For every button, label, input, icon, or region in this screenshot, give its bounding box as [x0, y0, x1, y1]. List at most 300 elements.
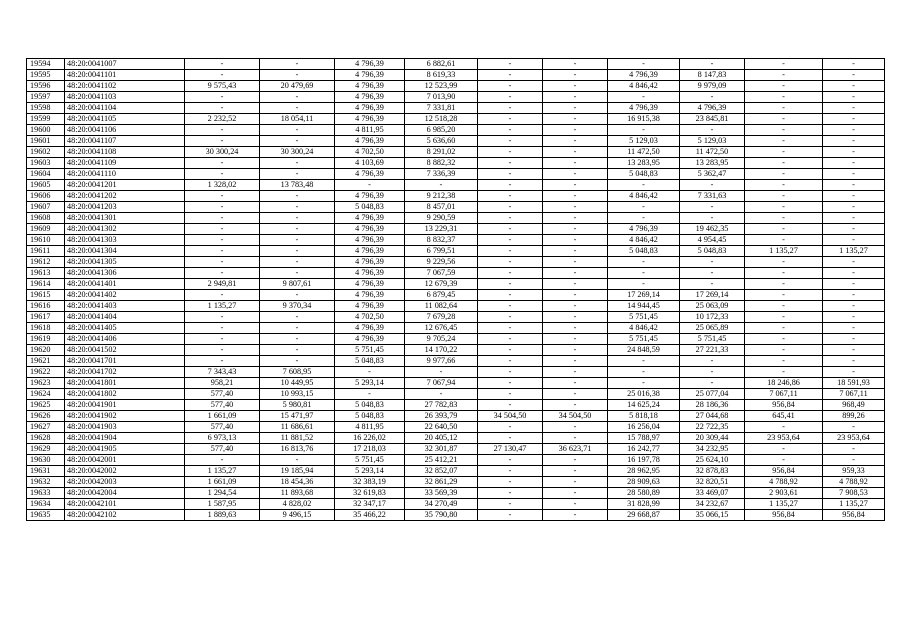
value-cell: -	[185, 202, 260, 213]
row-number-cell: 19625	[27, 400, 65, 411]
value-cell: -	[478, 367, 543, 378]
cadastral-number-cell: 48:20:0041201	[65, 180, 185, 191]
value-cell: -	[823, 180, 885, 191]
value-cell: 4 846,42	[608, 81, 680, 92]
value-cell: -	[478, 136, 543, 147]
value-cell: -	[185, 136, 260, 147]
value-cell: 5 048,83	[608, 169, 680, 180]
value-cell: -	[260, 136, 335, 147]
value-cell: -	[745, 191, 823, 202]
value-cell: 577,40	[185, 400, 260, 411]
value-cell: 7 608,95	[260, 367, 335, 378]
cadastral-number-cell: 48:20:0041101	[65, 70, 185, 81]
value-cell: 34 270,49	[405, 499, 478, 510]
value-cell: 16 915,38	[608, 114, 680, 125]
value-cell: -	[185, 125, 260, 136]
value-cell: -	[823, 312, 885, 323]
value-cell: 27 782,83	[405, 400, 478, 411]
value-cell: 4 702,50	[335, 147, 405, 158]
value-cell: -	[478, 224, 543, 235]
row-number-cell: 19622	[27, 367, 65, 378]
value-cell: -	[543, 345, 608, 356]
value-cell: -	[478, 180, 543, 191]
value-cell: -	[680, 257, 745, 268]
value-cell: 23 845,81	[680, 114, 745, 125]
value-cell: 11 082,64	[405, 301, 478, 312]
value-cell: 4 788,92	[823, 477, 885, 488]
value-cell: -	[260, 158, 335, 169]
value-cell: 4 796,39	[335, 268, 405, 279]
value-cell: -	[543, 510, 608, 521]
row-number-cell: 19618	[27, 323, 65, 334]
value-cell: 4 796,39	[335, 334, 405, 345]
value-cell: 9 977,66	[405, 356, 478, 367]
value-cell: 4 796,39	[335, 301, 405, 312]
value-cell: 36 623,71	[543, 444, 608, 455]
value-cell: -	[608, 378, 680, 389]
value-cell: -	[608, 213, 680, 224]
value-cell: -	[543, 290, 608, 301]
value-cell: 7 013,90	[405, 92, 478, 103]
value-cell: 577,40	[185, 389, 260, 400]
value-cell: -	[185, 257, 260, 268]
value-cell: -	[745, 202, 823, 213]
value-cell: 5 751,45	[608, 334, 680, 345]
value-cell: -	[823, 367, 885, 378]
value-cell: -	[745, 70, 823, 81]
value-cell: 956,84	[745, 466, 823, 477]
data-table	[26, 58, 885, 521]
table-row	[27, 466, 885, 477]
value-cell: -	[543, 224, 608, 235]
table-row	[27, 400, 885, 411]
value-cell: -	[745, 158, 823, 169]
value-cell: 19 462,35	[680, 224, 745, 235]
cadastral-number-cell: 48:20:0042003	[65, 477, 185, 488]
value-cell: 5 362,47	[680, 169, 745, 180]
value-cell: 34 504,50	[478, 411, 543, 422]
value-cell: -	[478, 433, 543, 444]
value-cell: 7 336,39	[405, 169, 478, 180]
value-cell: 4 796,39	[335, 59, 405, 70]
value-cell: -	[260, 169, 335, 180]
value-cell: -	[478, 378, 543, 389]
value-cell: -	[745, 334, 823, 345]
value-cell: 4 796,39	[335, 81, 405, 92]
value-cell: -	[745, 114, 823, 125]
value-cell: -	[680, 92, 745, 103]
value-cell: 20 479,69	[260, 81, 335, 92]
value-cell: -	[478, 510, 543, 521]
value-cell: 9 290,59	[405, 213, 478, 224]
value-cell: -	[335, 180, 405, 191]
value-cell: 6 882,61	[405, 59, 478, 70]
value-cell: -	[543, 389, 608, 400]
value-cell: 13 229,31	[405, 224, 478, 235]
table-row	[27, 290, 885, 301]
row-number-cell: 19600	[27, 125, 65, 136]
value-cell: -	[823, 444, 885, 455]
value-cell: -	[260, 103, 335, 114]
value-cell: -	[543, 158, 608, 169]
table-row	[27, 235, 885, 246]
value-cell: 4 846,42	[608, 191, 680, 202]
value-cell: -	[823, 213, 885, 224]
value-cell: 4 796,39	[608, 70, 680, 81]
value-cell: 2 232,52	[185, 114, 260, 125]
value-cell: -	[478, 169, 543, 180]
value-cell: -	[185, 345, 260, 356]
value-cell: 32 301,87	[405, 444, 478, 455]
value-cell: -	[608, 202, 680, 213]
value-cell: 25 077,04	[680, 389, 745, 400]
value-cell: -	[260, 312, 335, 323]
row-number-cell: 19621	[27, 356, 65, 367]
row-number-cell: 19615	[27, 290, 65, 301]
value-cell: 8 832,37	[405, 235, 478, 246]
value-cell: 6 879,45	[405, 290, 478, 301]
value-cell: -	[823, 169, 885, 180]
value-cell: 25 624,10	[680, 455, 745, 466]
cadastral-number-cell: 48:20:0041108	[65, 147, 185, 158]
value-cell: -	[260, 92, 335, 103]
cadastral-number-cell: 48:20:0041105	[65, 114, 185, 125]
value-cell: -	[680, 180, 745, 191]
value-cell: -	[543, 257, 608, 268]
value-cell: -	[405, 389, 478, 400]
value-cell: -	[823, 147, 885, 158]
value-cell: -	[478, 389, 543, 400]
value-cell: -	[680, 213, 745, 224]
value-cell: 16 226,02	[335, 433, 405, 444]
value-cell: -	[185, 235, 260, 246]
table-row	[27, 180, 885, 191]
value-cell: -	[823, 356, 885, 367]
row-number-cell: 19596	[27, 81, 65, 92]
value-cell: -	[745, 92, 823, 103]
value-cell: 4 796,39	[335, 92, 405, 103]
value-cell: 8 457,01	[405, 202, 478, 213]
value-cell: -	[478, 356, 543, 367]
table-row	[27, 279, 885, 290]
value-cell: 32 820,51	[680, 477, 745, 488]
value-cell: 5 048,83	[335, 400, 405, 411]
row-number-cell: 19606	[27, 191, 65, 202]
value-cell: -	[260, 268, 335, 279]
value-cell: -	[260, 323, 335, 334]
row-number-cell: 19599	[27, 114, 65, 125]
value-cell: 31 828,99	[608, 499, 680, 510]
row-number-cell: 19601	[27, 136, 65, 147]
value-cell: -	[745, 323, 823, 334]
value-cell: -	[745, 136, 823, 147]
value-cell: -	[823, 257, 885, 268]
value-cell: 25 412,21	[405, 455, 478, 466]
cadastral-number-cell: 48:20:0041905	[65, 444, 185, 455]
value-cell: -	[823, 136, 885, 147]
value-cell: 34 232,67	[680, 499, 745, 510]
value-cell: 9 705,24	[405, 334, 478, 345]
row-number-cell: 19620	[27, 345, 65, 356]
value-cell: 4 796,39	[335, 224, 405, 235]
value-cell: 577,40	[185, 444, 260, 455]
value-cell: -	[543, 499, 608, 510]
cadastral-number-cell: 48:20:0041303	[65, 235, 185, 246]
value-cell: 4 796,39	[335, 136, 405, 147]
table-row	[27, 147, 885, 158]
value-cell: -	[478, 477, 543, 488]
value-cell: 5 048,83	[608, 246, 680, 257]
value-cell: -	[543, 466, 608, 477]
row-number-cell: 19624	[27, 389, 65, 400]
value-cell: 7 908,53	[823, 488, 885, 499]
value-cell: 15 788,97	[608, 433, 680, 444]
value-cell: 13 783,48	[260, 180, 335, 191]
value-cell: -	[260, 290, 335, 301]
value-cell: 5 751,45	[680, 334, 745, 345]
value-cell: 14 170,22	[405, 345, 478, 356]
value-cell: 32 861,29	[405, 477, 478, 488]
value-cell: -	[478, 345, 543, 356]
value-cell: 9 979,09	[680, 81, 745, 92]
value-cell: 1 587,95	[185, 499, 260, 510]
value-cell: 4 954,45	[680, 235, 745, 246]
value-cell: 27 044,68	[680, 411, 745, 422]
table-row	[27, 510, 885, 521]
value-cell: 30 300,24	[185, 147, 260, 158]
table-row	[27, 334, 885, 345]
cadastral-number-cell: 48:20:0041301	[65, 213, 185, 224]
value-cell: 19 185,94	[260, 466, 335, 477]
row-number-cell: 19607	[27, 202, 65, 213]
table-row	[27, 367, 885, 378]
value-cell: -	[680, 59, 745, 70]
value-cell: -	[543, 59, 608, 70]
value-cell: 11 893,68	[260, 488, 335, 499]
value-cell: 4 796,39	[335, 191, 405, 202]
value-cell: -	[745, 367, 823, 378]
value-cell: 4 846,42	[608, 323, 680, 334]
value-cell: 4 796,39	[608, 224, 680, 235]
row-number-cell: 19604	[27, 169, 65, 180]
value-cell: 32 852,07	[405, 466, 478, 477]
table-row	[27, 389, 885, 400]
value-cell: -	[543, 246, 608, 257]
value-cell: -	[185, 246, 260, 257]
value-cell: -	[608, 257, 680, 268]
value-cell: -	[185, 290, 260, 301]
value-cell: -	[478, 70, 543, 81]
cadastral-number-cell: 48:20:0042002	[65, 466, 185, 477]
value-cell: 20 405,12	[405, 433, 478, 444]
value-cell: 16 256,04	[608, 422, 680, 433]
row-number-cell: 19603	[27, 158, 65, 169]
value-cell: 5 751,45	[335, 455, 405, 466]
value-cell: 4 796,39	[335, 114, 405, 125]
value-cell: -	[745, 279, 823, 290]
value-cell: 5 751,45	[608, 312, 680, 323]
value-cell: -	[543, 378, 608, 389]
value-cell: 899,26	[823, 411, 885, 422]
value-cell: -	[260, 125, 335, 136]
table-row	[27, 125, 885, 136]
table-body	[27, 59, 885, 521]
table-row	[27, 312, 885, 323]
value-cell: -	[543, 169, 608, 180]
value-cell: 956,84	[823, 510, 885, 521]
value-cell: -	[745, 455, 823, 466]
value-cell: 958,21	[185, 378, 260, 389]
value-cell: 14 625,24	[608, 400, 680, 411]
value-cell: -	[478, 147, 543, 158]
value-cell: 32 878,83	[680, 466, 745, 477]
value-cell: -	[543, 334, 608, 345]
value-cell: -	[543, 191, 608, 202]
value-cell: -	[185, 158, 260, 169]
value-cell: 4 846,42	[608, 235, 680, 246]
value-cell: -	[745, 268, 823, 279]
value-cell: 11 472,50	[680, 147, 745, 158]
value-cell: -	[543, 81, 608, 92]
value-cell: -	[260, 59, 335, 70]
value-cell: 35 066,15	[680, 510, 745, 521]
table-row	[27, 488, 885, 499]
table-row	[27, 455, 885, 466]
value-cell: -	[608, 92, 680, 103]
value-cell: -	[260, 202, 335, 213]
value-cell: -	[745, 213, 823, 224]
table-row	[27, 114, 885, 125]
value-cell: -	[185, 169, 260, 180]
value-cell: -	[543, 180, 608, 191]
value-cell: 9 807,61	[260, 279, 335, 290]
value-cell: 5 818,18	[608, 411, 680, 422]
value-cell: 17 269,14	[680, 290, 745, 301]
value-cell: -	[478, 246, 543, 257]
table-row	[27, 136, 885, 147]
value-cell: -	[478, 279, 543, 290]
value-cell: -	[680, 378, 745, 389]
value-cell: -	[745, 169, 823, 180]
value-cell: -	[543, 268, 608, 279]
value-cell: 5 636,60	[405, 136, 478, 147]
value-cell: -	[680, 279, 745, 290]
table-row	[27, 444, 885, 455]
value-cell: 7 679,28	[405, 312, 478, 323]
value-cell: -	[260, 345, 335, 356]
value-cell: -	[185, 312, 260, 323]
row-number-cell: 19597	[27, 92, 65, 103]
value-cell: 4 811,95	[335, 422, 405, 433]
value-cell: -	[260, 455, 335, 466]
value-cell: 8 147,83	[680, 70, 745, 81]
value-cell: 8 882,32	[405, 158, 478, 169]
value-cell: -	[823, 279, 885, 290]
value-cell: 34 232,95	[680, 444, 745, 455]
value-cell: 16 197,78	[608, 455, 680, 466]
value-cell: -	[823, 70, 885, 81]
value-cell: 645,41	[745, 411, 823, 422]
value-cell: -	[478, 92, 543, 103]
cadastral-number-cell: 48:20:0041406	[65, 334, 185, 345]
value-cell: -	[185, 213, 260, 224]
row-number-cell: 19609	[27, 224, 65, 235]
cadastral-number-cell: 48:20:0041305	[65, 257, 185, 268]
value-cell: 7 331,81	[405, 103, 478, 114]
value-cell: -	[745, 301, 823, 312]
value-cell: 5 293,14	[335, 466, 405, 477]
value-cell: 6 985,20	[405, 125, 478, 136]
value-cell: 27 221,33	[680, 345, 745, 356]
table-row	[27, 301, 885, 312]
value-cell: -	[608, 279, 680, 290]
value-cell: -	[608, 125, 680, 136]
table-row	[27, 257, 885, 268]
value-cell: 32 619,83	[335, 488, 405, 499]
value-cell: -	[823, 334, 885, 345]
cadastral-number-cell: 48:20:0041302	[65, 224, 185, 235]
row-number-cell: 19602	[27, 147, 65, 158]
value-cell: -	[543, 477, 608, 488]
cadastral-number-cell: 48:20:0041701	[65, 356, 185, 367]
value-cell: 35 790,80	[405, 510, 478, 521]
value-cell: 7 067,11	[745, 389, 823, 400]
table-row	[27, 70, 885, 81]
value-cell: -	[478, 125, 543, 136]
value-cell: 18 454,36	[260, 477, 335, 488]
cadastral-number-cell: 48:20:0041904	[65, 433, 185, 444]
value-cell: 5 293,14	[335, 378, 405, 389]
value-cell: 4 828,02	[260, 499, 335, 510]
value-cell: 11 686,61	[260, 422, 335, 433]
row-number-cell: 19635	[27, 510, 65, 521]
cadastral-number-cell: 48:20:0041104	[65, 103, 185, 114]
row-number-cell: 19610	[27, 235, 65, 246]
value-cell: 5 980,81	[260, 400, 335, 411]
value-cell: 33 469,07	[680, 488, 745, 499]
cadastral-number-cell: 48:20:0041702	[65, 367, 185, 378]
value-cell: 1 135,27	[745, 499, 823, 510]
value-cell: 4 796,39	[335, 169, 405, 180]
value-cell: -	[478, 114, 543, 125]
value-cell: 2 903,61	[745, 488, 823, 499]
cadastral-number-cell: 48:20:0041007	[65, 59, 185, 70]
cadastral-number-cell: 48:20:0041404	[65, 312, 185, 323]
cadastral-number-cell: 48:20:0041107	[65, 136, 185, 147]
value-cell: -	[823, 125, 885, 136]
value-cell: 12 679,39	[405, 279, 478, 290]
value-cell: -	[478, 290, 543, 301]
value-cell: 28 909,63	[608, 477, 680, 488]
value-cell: 5 129,03	[680, 136, 745, 147]
value-cell: -	[405, 367, 478, 378]
row-number-cell: 19605	[27, 180, 65, 191]
value-cell: -	[335, 389, 405, 400]
value-cell: -	[680, 268, 745, 279]
value-cell: 18 246,86	[745, 378, 823, 389]
value-cell: -	[608, 268, 680, 279]
value-cell: 25 063,09	[680, 301, 745, 312]
value-cell: -	[543, 323, 608, 334]
value-cell: 12 523,99	[405, 81, 478, 92]
table-row	[27, 213, 885, 224]
cadastral-number-cell: 48:20:0041502	[65, 345, 185, 356]
value-cell: -	[260, 334, 335, 345]
value-cell: 33 569,39	[405, 488, 478, 499]
value-cell: 4 796,39	[335, 235, 405, 246]
value-cell: -	[745, 81, 823, 92]
table-row	[27, 59, 885, 70]
